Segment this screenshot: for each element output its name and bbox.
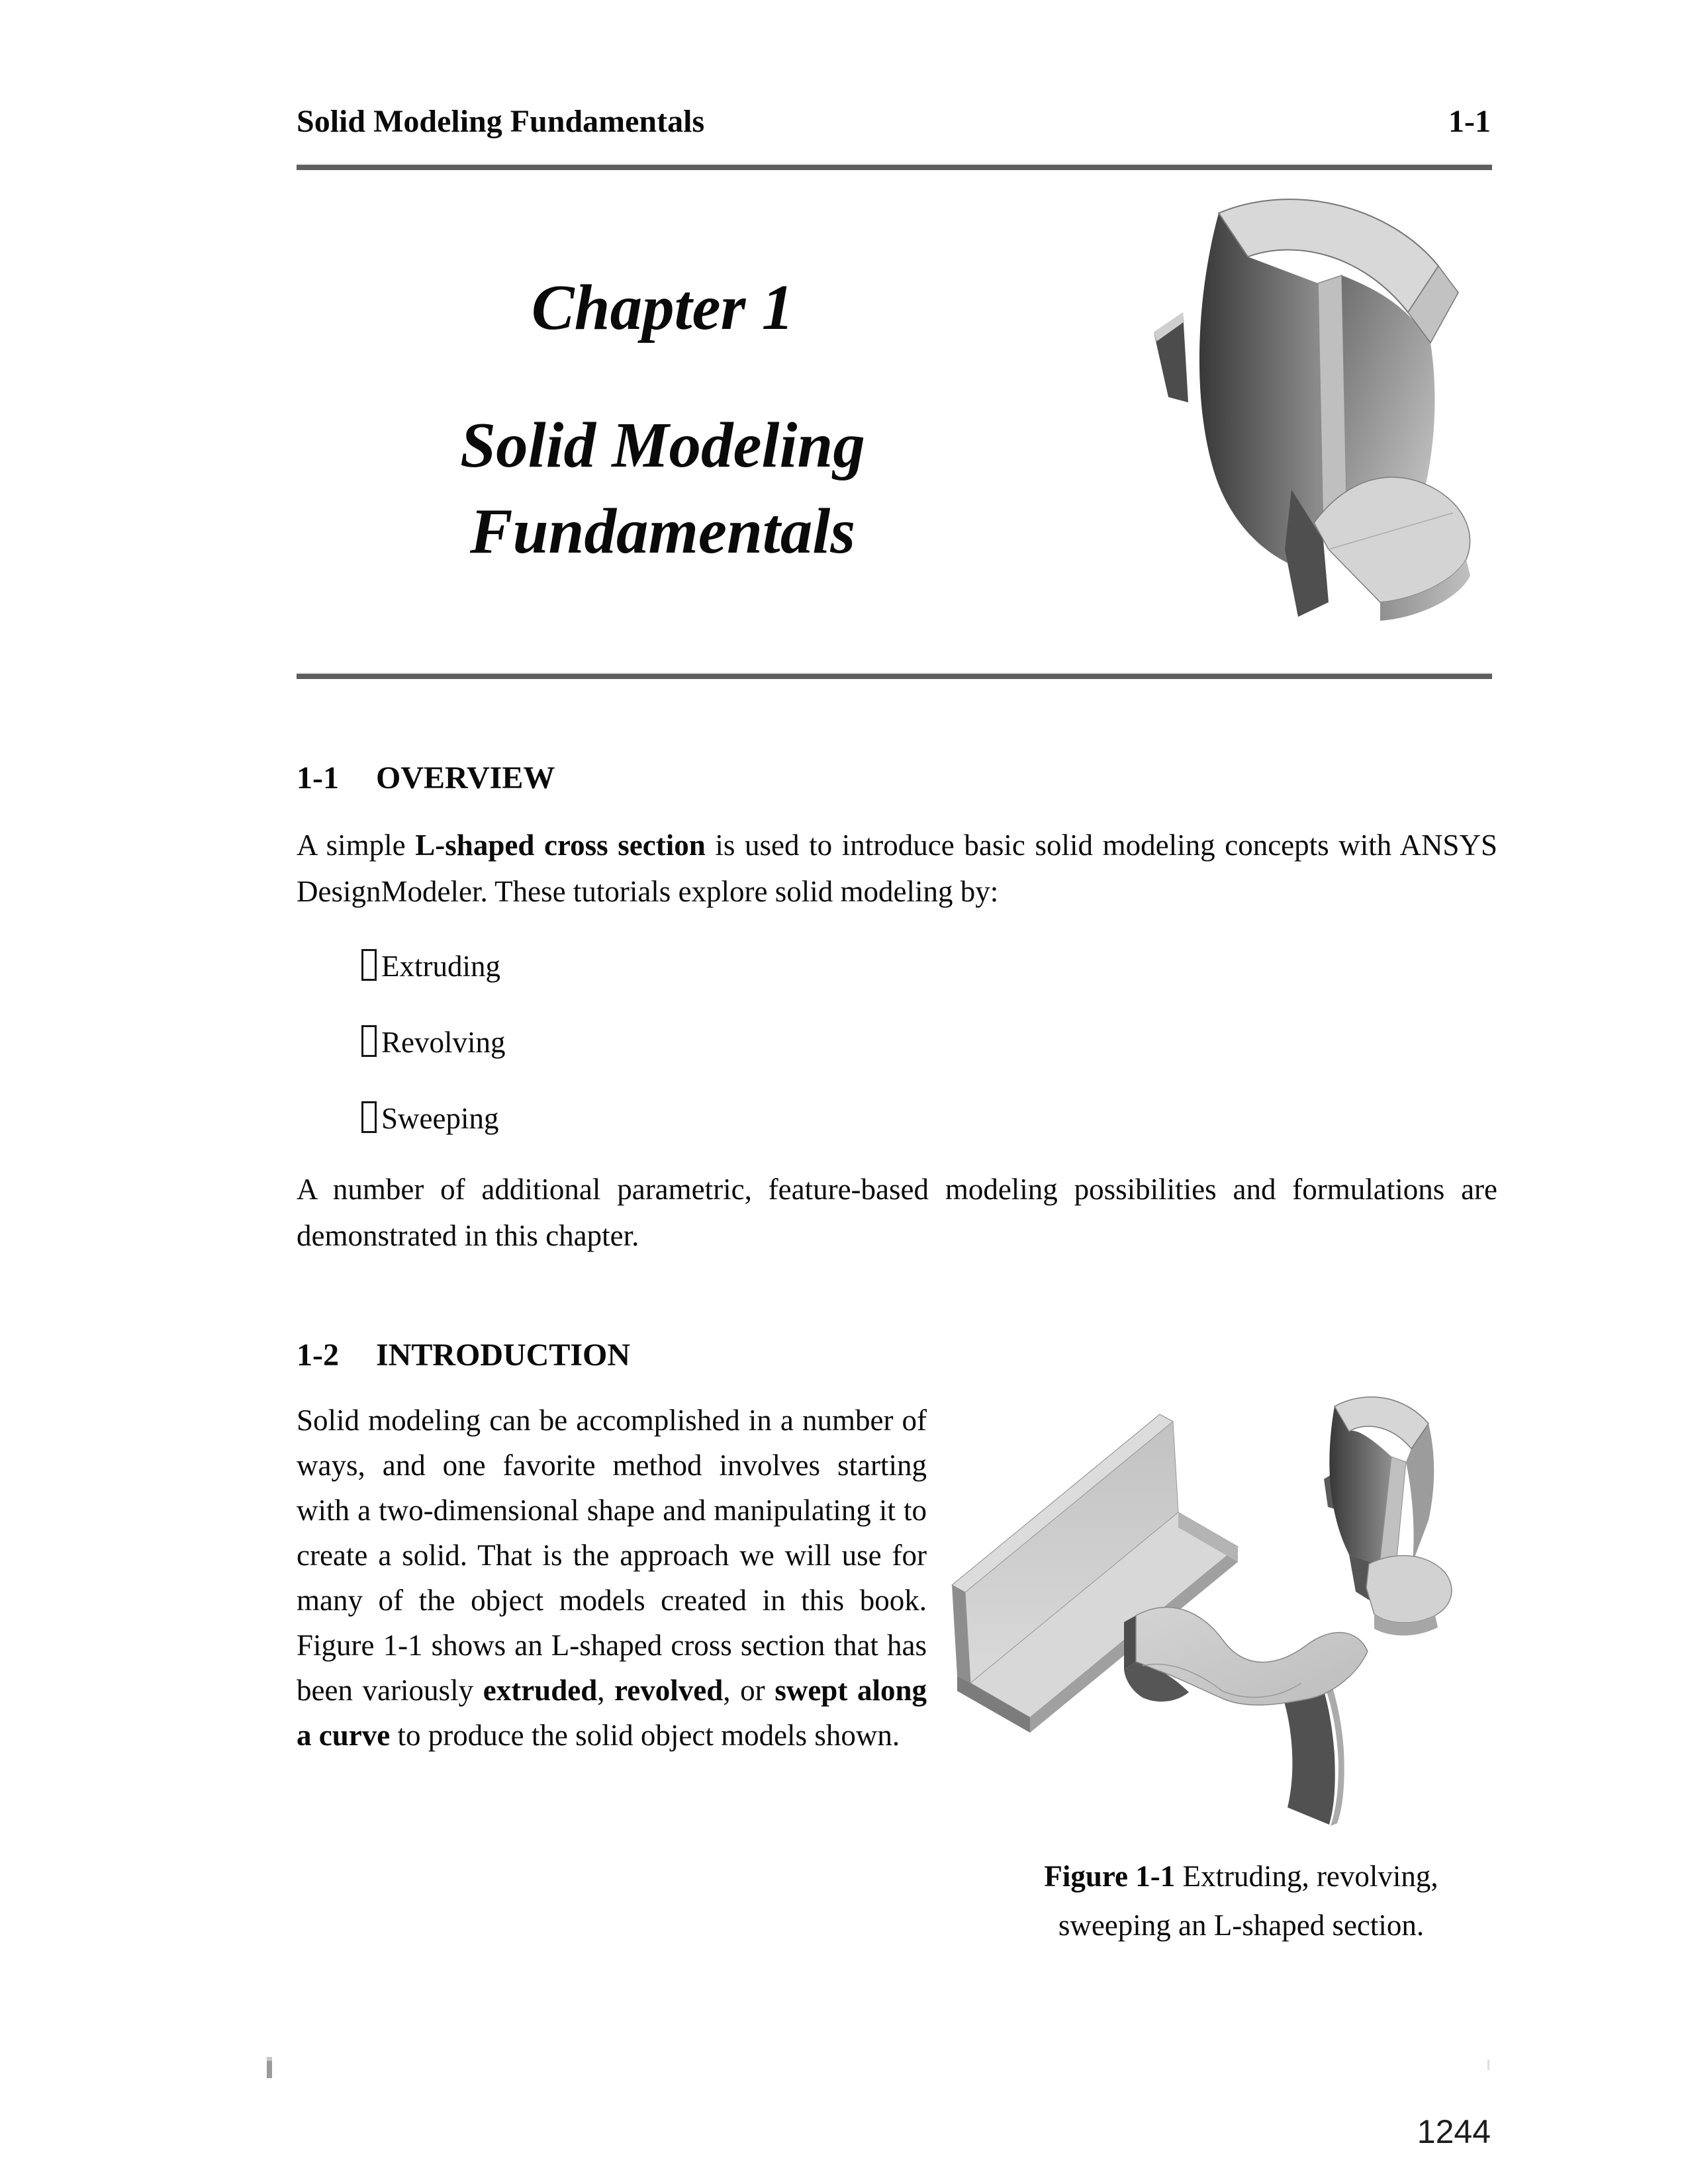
section-title: INTRODUCTION <box>375 1338 631 1373</box>
list-item-revolving <box>361 1025 506 1060</box>
running-header-page-label: 1-1 <box>1448 104 1491 139</box>
section-divider-rule <box>297 672 1492 679</box>
list-item-label: Revolving <box>381 1026 506 1059</box>
chapter-title-block <box>297 271 1029 574</box>
empty-box-bullet-icon <box>361 1025 377 1057</box>
section-heading-overview <box>297 760 555 796</box>
empty-box-bullet-icon <box>361 949 377 981</box>
scan-artifact-tick <box>1487 2060 1489 2070</box>
swept-model-image <box>1124 1608 1368 1826</box>
running-header-title: Solid Modeling Fundamentals <box>297 104 705 139</box>
figure-caption-line1: Figure 1-1 Extruding, revolving, <box>1044 1860 1438 1893</box>
section-title: OVERVIEW <box>375 760 555 796</box>
overview-lead-paragraph: A simple L-shaped cross section is used to introduce basic solid modeling concepts with ANSYS DesignModeler. These tutorials explore solid modeling by: <box>297 829 1497 908</box>
modeling-methods-list <box>361 949 506 1177</box>
chapter-title-line2: Fundamentals <box>469 496 856 567</box>
scan-artifact-mark <box>267 2057 272 2078</box>
chapter-title-line1: Solid Modeling <box>460 410 865 480</box>
section-heading-introduction <box>297 1337 630 1373</box>
revolved-model-image <box>1324 1397 1452 1636</box>
revolved-solid-large <box>1154 199 1470 621</box>
introduction-paragraph: Solid modeling can be accomplished in a number of ways, and one favorite method involves starting with a two-dimensional shape and manipulating it to create a solid. That is the approach we will use for many of the object models created in this book. Figure 1-1 shows an L-shaped cross section that has been variously extruded, revolved, or swept along a curve to produce the solid object models shown. <box>297 1404 927 1752</box>
section-number: 1-1 <box>297 760 339 796</box>
overview-closing-paragraph: A number of additional parametric, feature-based modeling possibilities and formulations are demonstrated in this chapter. <box>297 1173 1497 1252</box>
figure-caption-line2: sweeping an L-shaped section. <box>1058 1909 1425 1942</box>
section-number: 1-2 <box>297 1338 339 1373</box>
page-number: 1244 <box>1417 2113 1491 2150</box>
chapter-number: Chapter 1 <box>531 272 794 343</box>
list-item-label: Sweeping <box>381 1102 499 1135</box>
figure-1-1-image <box>927 1367 1556 1830</box>
header-rule <box>297 163 1492 170</box>
list-item-sweeping <box>361 1101 506 1136</box>
revolved-solid-image <box>1096 179 1496 622</box>
figure-caption <box>960 1852 1523 1950</box>
chapter-title <box>297 402 1029 574</box>
empty-box-bullet-icon <box>361 1101 377 1133</box>
list-item-extruding <box>361 949 506 983</box>
list-item-label: Extruding <box>381 950 500 983</box>
